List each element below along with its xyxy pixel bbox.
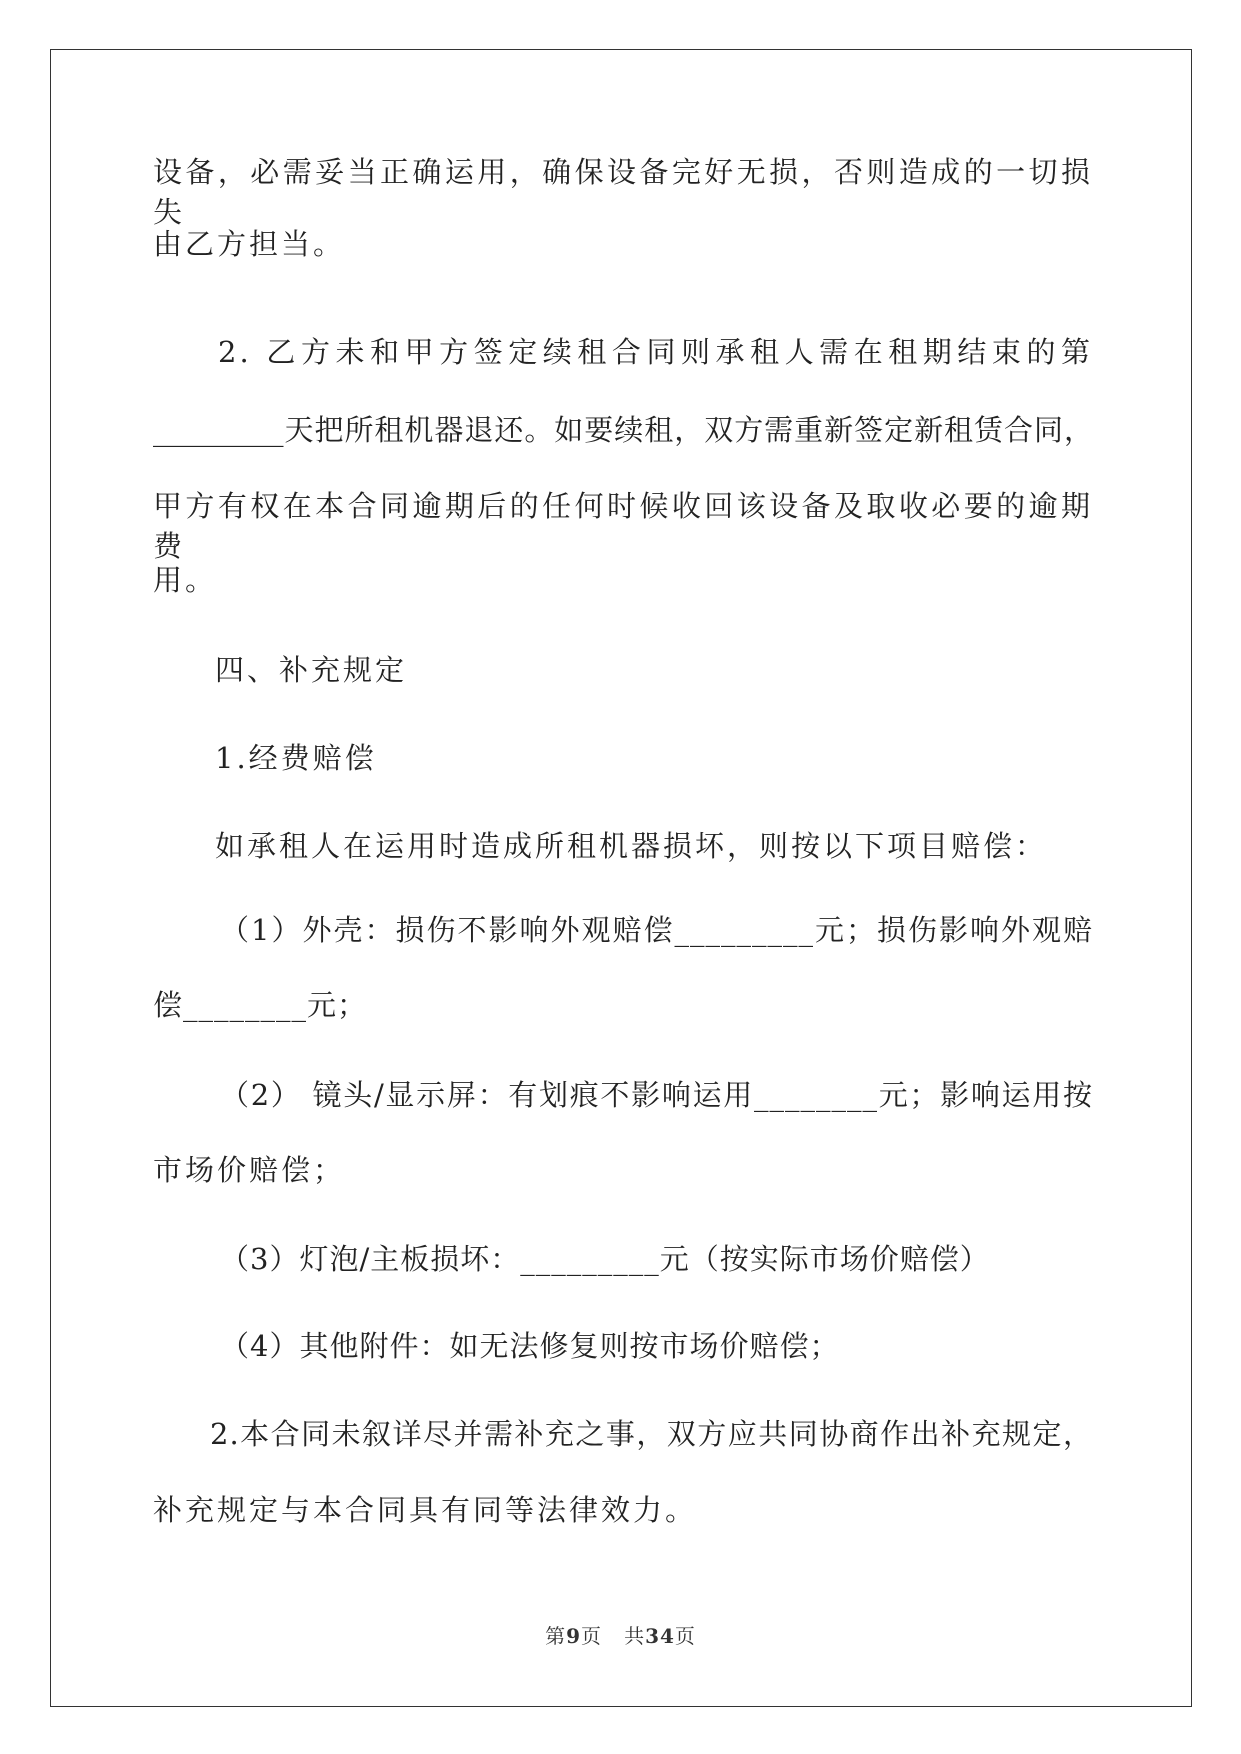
section-heading: 四、补充规定 xyxy=(215,653,408,687)
paragraph-line: _________天把所租机器退还。如要续租，双方需重新签定新租赁合同， xyxy=(153,413,1093,447)
paragraph-line: 2.本合同未叙详尽并需补充之事，双方应共同协商作出补充规定， xyxy=(210,1417,1093,1451)
page-total-number: 34 xyxy=(645,1624,675,1648)
paragraph-line: 设备，必需妥当正确运用，确保设备完好无损，否则造成的一切损失 xyxy=(153,155,1093,229)
page-current-number: 9 xyxy=(566,1624,581,1648)
paragraph-line: （1）外壳：损伤不影响外观赔偿_________元；损伤影响外观赔 xyxy=(220,913,1093,947)
paragraph-line: （4）其他附件：如无法修复则按市场价赔偿； xyxy=(220,1329,840,1363)
paragraph-line: （2） 镜头/显示屏：有划痕不影响运用________元；影响运用按 xyxy=(220,1078,1093,1112)
page-border xyxy=(50,49,1192,1707)
paragraph-line: 补充规定与本合同具有同等法律效力。 xyxy=(153,1493,698,1527)
paragraph-line: 2. 乙方未和甲方签定续租合同则承租人需在租期结束的第 xyxy=(218,335,1093,369)
subsection-heading: 1.经费赔偿 xyxy=(215,741,377,775)
paragraph-line: 市场价赔偿； xyxy=(153,1153,346,1187)
paragraph-line: （3）灯泡/主板损坏：_________元（按实际市场价赔偿） xyxy=(220,1242,990,1276)
paragraph-line: 如承租人在运用时造成所租机器损坏，则按以下项目赔偿： xyxy=(215,829,1048,863)
page-label-prefix: 第 xyxy=(545,1624,567,1648)
page-label-suffix: 页 xyxy=(674,1624,696,1648)
paragraph-line: 偿________元； xyxy=(153,988,368,1022)
paragraph-line: 甲方有权在本合同逾期后的任何时候收回该设备及取收必要的逾期费 xyxy=(153,489,1093,563)
paragraph-line: 由乙方担当。 xyxy=(153,227,346,261)
page-label-mid: 页 共 xyxy=(581,1624,646,1648)
page-footer xyxy=(0,1622,1241,1650)
paragraph-line: 用。 xyxy=(153,563,218,597)
